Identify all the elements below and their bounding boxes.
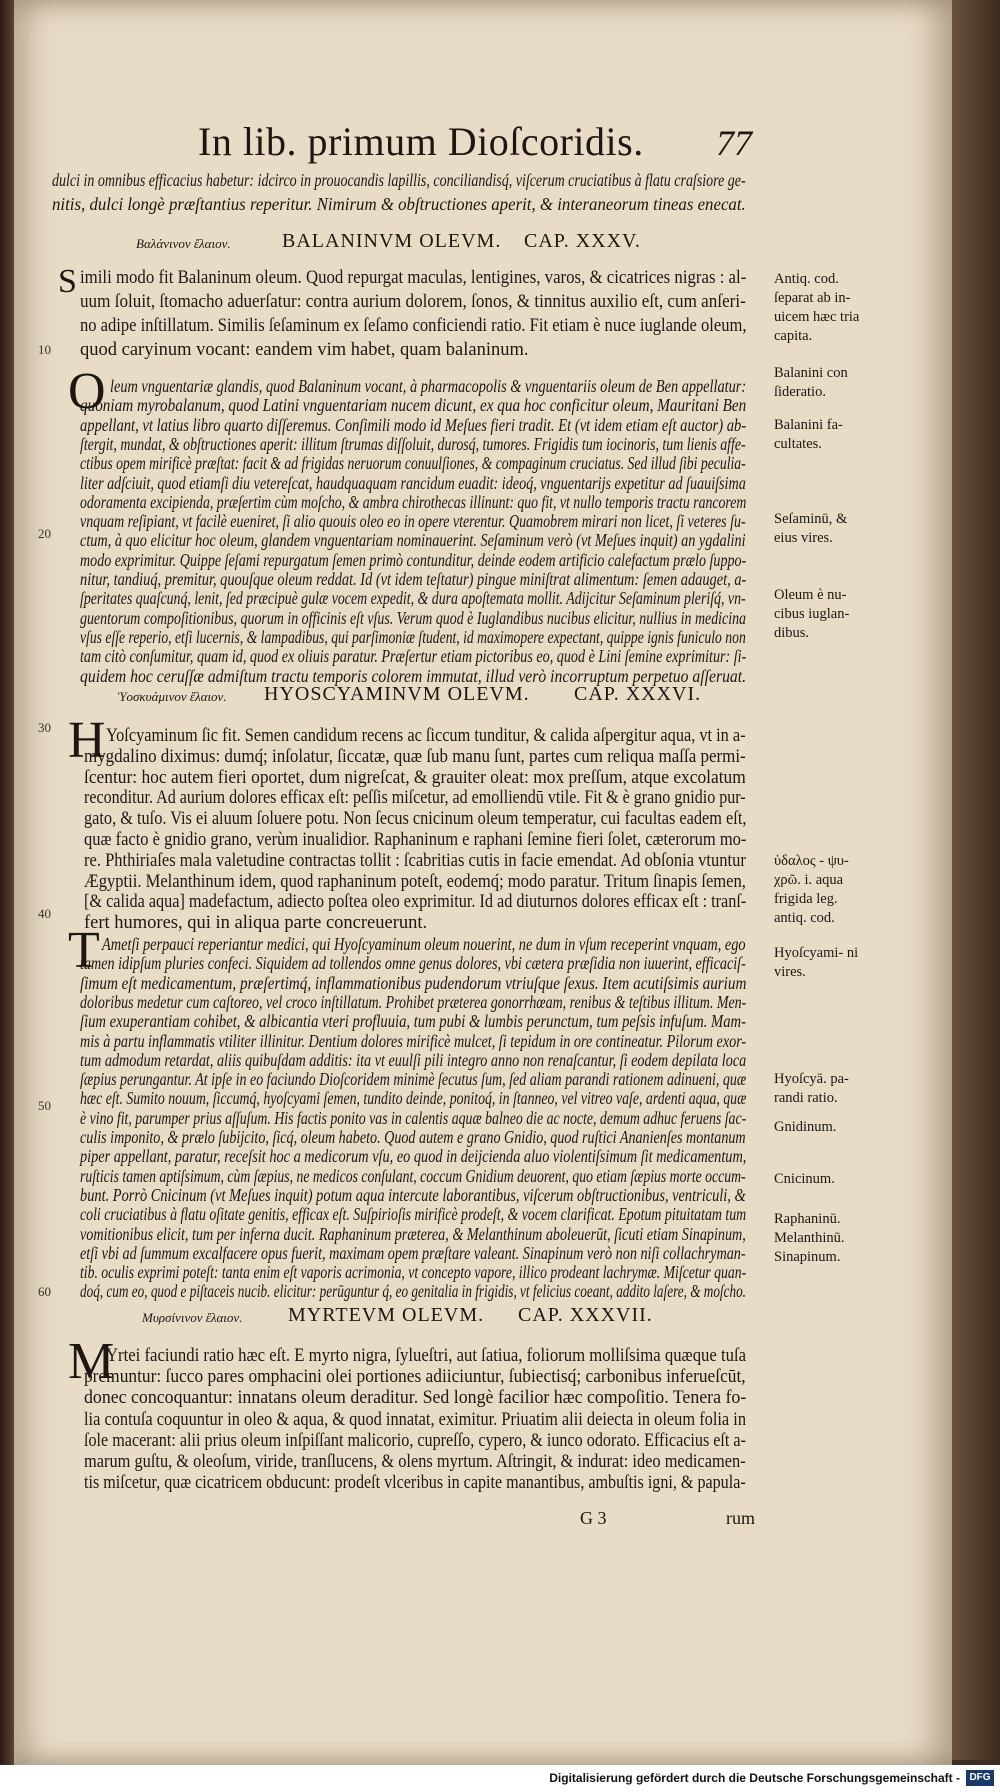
- greek-title: Βαλάνινον ἔλαιον.: [136, 236, 231, 251]
- text-line: culis imponito, & prælo ſubijcito, ſicq́, oleum habeto. Quod autem e grano Gnidio, quod ruſtici Ananienſes montanum: [80, 1127, 746, 1147]
- text-line: uum ſoluit, ſtomacho aduerſatur: contra aurium dolorem, ſonos, & tinnitus auxilio eſt, cum anſeri-: [80, 292, 746, 312]
- text-line: ſperitates quaſcunq́, lenit, ſed præcipuè gulæ vocem expedit, & dura apoſtemata mollit. Adijcitur Seſaminum pleriſq́, vn-: [80, 588, 746, 609]
- page-edge: [948, 0, 1000, 1760]
- margin-note: Hyoſcyā. pa- randi ratio.: [774, 1071, 849, 1106]
- text-line: fert humores, qui in aliqua parte concreuerunt.: [84, 913, 428, 934]
- line-number: 30: [38, 720, 51, 735]
- text-line: re. Phthiriaſes mala valetudine contractas tollit : ſcabritias cutis in facie emendat. Ad obſonia vtuntur: [84, 850, 746, 871]
- catchword: rum: [726, 1508, 755, 1528]
- text-line: donec concoquantur: innatans oleum deraditur. Sed longè facilior hæc compoſitio. Tenera fo-: [84, 1388, 747, 1409]
- chapter-number: CAP. XXXVII.: [518, 1304, 653, 1326]
- text-line: nitis, dulci longè præſtantius reperitur. Nimirum & obſtructiones aperit, & interaneorum tineas enecat.: [52, 194, 746, 214]
- text-line: gato, & tuſo. Vis ei aluum ſoluere potu. Non ſecus cnicinum oleum temperatur, cui facultas eadem eſt,: [84, 809, 747, 830]
- initial-letter: T: [68, 922, 100, 979]
- section-title: MYRTEVM OLEVM.: [288, 1304, 485, 1326]
- text-line: Ametſi perpauci reperiantur medici, qui Hyoſcyaminum oleum nouerint, ne dum in vſum receperint vnquam, ego: [102, 934, 746, 954]
- text-line: mygdalino diximus: dumq́; inſolatur, ſiccatæ, quæ ſub manu ſunt, partes cum reliqua maſſa permi-: [84, 746, 746, 767]
- text-line: ſole macerant: alii prius oleum inſpiſſant malicorio, cupreſſo, cypero, & iunco odorato. Efficacius eſt a-: [84, 1430, 746, 1451]
- book-spine: [0, 0, 14, 1792]
- text-line: ſæpius perungantur. At ipſe in eo faciundo Dioſcoridem minimè ſecutus ſum, ſed aliam parandi rationem adinueni, quæ: [80, 1069, 747, 1090]
- margin-note: Hyoſcyami- ni vires.: [774, 945, 859, 980]
- text-line: quidem hoc ceruſſæ admiſtum tractu temporis colorem immutat, illud verò incorruptum perpetuo aſſeruat.: [80, 665, 747, 686]
- text-line: bunt. Porrò Cnicinum (vt Meſues inquit) potum aqua intercute laborantibus, viſcerum obſtructionibus, ventriculi, &: [80, 1184, 746, 1205]
- margin-note: Balanini fa- cultates.: [774, 417, 843, 452]
- greek-title: Ὑοσκυάμινον ἔλαιον.: [118, 689, 227, 704]
- margin-note: Balanini con ſideratio.: [774, 365, 848, 400]
- margin-note: Antiq. cod. ſeparat ab in- uicem hæc tria capita.: [774, 271, 860, 344]
- text-line: lia contuſa coquuntur in oleo & aqua, & quod innatat, eximitur. Priuatim alii deiecta in oleum folia in: [84, 1409, 747, 1430]
- dfg-logo: DFG: [966, 1770, 994, 1786]
- text-line: Yoſcyaminum ſic fit. Semen candidum recens ac ſiccum tunditur, & calida aſpergitur aqua, vt in a-: [106, 726, 746, 746]
- text-line: vnquam reſipiant, vt facilè eueniret, ſi alio quouis oleo eo in opere vterentur. Quamobrem mirari non licet, ſi veteres ſu-: [80, 511, 746, 532]
- margin-note: Raphaninū. Melanthinū. Sinapinum.: [774, 1211, 845, 1265]
- text-line: quoniam myrobalanum, quod Latini vnguentariam nucem dicunt, ex qua hoc conficitur oleum, Mauritani Ben: [80, 395, 747, 416]
- initial-letter: O: [68, 363, 106, 420]
- text-line: premuntur: ſucco pares omphacini olei portiones adiiciuntur, ſubiectisq́; carbonibus inferueſcūt,: [84, 1367, 746, 1388]
- text-line: modo exprimitur. Quippe ſeſami repurgatum ſemen primò contunditur, deinde eodem artificio calefactum prælo ſuppo-: [80, 549, 747, 570]
- text-line: odoramenta excipienda, præſertim cùm moſcho, & ambra chirothecas illinunt: quo fit, vt nullo temporis tractu rancorem: [80, 491, 747, 512]
- text-line: piper appellant, paratur, receſsit hoc a medicorum vſu, eo quod in deijcienda aluo violentiſsimum ſit medicamentum,: [80, 1146, 747, 1167]
- text-line: vſus eſſe reperio, etſi lucernis, & lampadibus, qui parſimoniæ ſtudent, id maximopere expectant, quippe ignis funiculo non: [80, 626, 746, 647]
- margin-note: Cnicinum.: [774, 1171, 835, 1187]
- text-line: appellant, vt latius libro quarto diſſeremus. Conſimili modo id Meſues fieri tradit. Et (vt idem etiam eſt auctor) ab-: [80, 414, 747, 435]
- text-line: tum admodum retardat, aliis quibuſdam additis: ita vt euulſi pili integro anno non renaſcantur, ſi eodem depilata loca: [80, 1049, 747, 1070]
- text-line: ctibus opem mirificè præſtat: facit & ad frigidas neruorum conuulſiones, & compaginum cruciatus. Sed illud ſibi peculia-: [80, 453, 746, 474]
- footer-bar: [0, 1765, 1000, 1792]
- text-line: liter adſciuit, quod etiamſi diu vetereſcat, haudquaquam rancidum euadit: ideoq́, vnguentarijs expetitur ad ſuauiſsima: [80, 472, 746, 493]
- text-line: coli cruciatibus à flatu oſitate genitis, efficax eſt. Suſpirioſis mirificè prodeſt, & vocem clarificat. Epotum pituitatam tum: [80, 1204, 747, 1225]
- line-number: 20: [38, 526, 51, 541]
- chapter-number: CAP. XXXV.: [524, 230, 641, 252]
- text-line: tam citò conſumitur, quam id, quod ex oliuis paratur. Præſertur etiam pictoribus eo, quod è Lini ſemine exprimitur: ſi-: [80, 646, 747, 667]
- line-number: 60: [38, 1284, 51, 1299]
- initial-letter: M: [68, 1333, 115, 1390]
- text-line: tamen idipſum pluries confeci. Siquidem ad tollendos omne genus dolores, vbi cætera præſidia non iuuerint, efficaciſ-: [80, 953, 746, 974]
- text-line: ſium exuperantiam cohibet, & albicantia vteri profluuia, tum pubi & lumbis perunctum, tum peſsis infuſum. Mam-: [80, 1011, 746, 1032]
- running-title: In lib. primum Dioſcoridis.: [198, 119, 644, 164]
- margin-note: Oleum è nu- cibus iuglan- dibus.: [774, 587, 850, 641]
- text-line: è vino fit, parumper prius aſſuſum. His factis ponito vas in calentis aquæ balneo die ac nocte, demum adhuc feruens ſac-: [80, 1107, 747, 1128]
- text-line: ſimum eſt medicamentum, præſertimq́, inflammationibus pudendorum vtriuſque ſexus. Item acutiſsimis aurium: [80, 972, 747, 993]
- text-line: ſtergit, mundat, & obſtructiones aperit: illitum ſtrumas diſſoluit, durosq́, tumores. Frigidis tum iocinoris, tum lienis affe-: [80, 433, 746, 454]
- text-line: ruſticis tamen aptiſsimum, cùm ſæpius, ne medicos conſulant, coccum Gnidium deuorent, quo etiam ſæpius morte occum-: [80, 1165, 746, 1186]
- line-number: 10: [38, 342, 51, 357]
- text-line: [& calida aqua] madefactum, adiecto poſtea oleo exprimitur. Id ad diuturnos dolores efficax eſt : tranſ-: [84, 892, 747, 913]
- signature-mark: G 3: [580, 1508, 607, 1528]
- text-line: dulci in omnibus efficacius habetur: idcirco in prouocandis lapillis, conciliandisq́, viſcerum cruciatibus à flatu craſsiore ge-: [52, 170, 746, 190]
- text-line: etſi vbi ad ſummum excalfacere opus fuerit, maximam opem præſtare valeant. Sinapinum verò non niſi collachryman-: [80, 1242, 746, 1263]
- text-line: nitur, tandiuq́, premitur, quouſque oleum reddat. Id (vt idem teſtatur) pingue miniſtrat alimentum: ſemen adauget, a-: [80, 569, 747, 589]
- text-line: ſcentur: hoc autem fieri oportet, dum nigreſcat, & grauiter oleat: mox preſſum, atque excolatum: [84, 767, 746, 788]
- text-line: tib. oculis exprimi poteſt: tanta enim eſt vaporis acrimonia, vt concepto vapore, illico prodeant lachrymæ. Miſcetur quan-: [80, 1262, 747, 1283]
- initial-letter: H: [68, 712, 106, 769]
- text-line: no adipe inſtillatum. Similis ſeſaminum ex ſeſamo conficiendi ratio. Fit etiam è nuce iuglande oleum,: [80, 316, 747, 336]
- text-line: leum vnguentariæ glandis, quod Balaninum vocant, à pharmacopolis & vnguentariis oleum de Ben appellatur:: [110, 376, 747, 396]
- text-line: hæc eſt. Sumito nouum, ſiccumq́, hyoſcyami ſemen, tundito deinde, ponitoq́, in ſtanneo, vel vitreo vaſe, ardenti aqua, quæ: [80, 1088, 747, 1109]
- text-line: quæ facto è gnidio grano, verùm inualidior. Raphaninum e raphani ſemine fieri ſolet, cæterorum mo-: [84, 830, 747, 850]
- text-line: marum guſtu, & oleoſum, viride, tranſlucens, & olens myrtum. Aſtringit, & indurat: ideo medicamen-: [84, 1452, 746, 1472]
- book-page: [14, 0, 952, 1765]
- chapter-number: CAP. XXXVI.: [574, 683, 702, 705]
- line-number: 50: [38, 1098, 51, 1113]
- margin-note: ὑδαλος - ψυ- χρῶ. i. aqua frigida leg. antiq. cod.: [774, 853, 849, 926]
- margin-note: Gnidinum.: [774, 1119, 837, 1135]
- digitization-credit: Digitalisierung gefördert durch die Deutsche Forschungsgemeinschaft -: [549, 1771, 960, 1785]
- text-line: guentorum compoſitionibus, quorum in officinis eſt vſus. Verum quod è Iuglandibus nucibus elicitur, nullius in medicina: [80, 607, 747, 628]
- text-line: imili modo fit Balaninum oleum. Quod repurgat maculas, lentigines, varos, & cicatrices nigras : al-: [80, 268, 747, 288]
- text-line: tis miſcetur, quæ cicatricem obducunt: prodeſt vlceribus in capite manantibus, ambuſtis igni, & papula-: [84, 1473, 746, 1494]
- text-line: mis à partu inflammatis vtiliter illinitur. Dentium dolores mirificè mulcet, ſi tepidum in ore contineatur. Pilorum exor-: [80, 1030, 747, 1051]
- text-line: ctum, à quo elicitur hoc oleum, glandem vnguentariam nominauerint. Seſaminum verò (vt Meſues inquit) an ygdalini: [80, 530, 746, 551]
- section-title: HYOSCYAMINVM OLEVM.: [264, 683, 530, 705]
- folio-number: 77: [716, 123, 752, 163]
- text-line: vomitionibus elicit, tum per inferna ducit. Raphaninum præterea, & Melanthinum aboleuerūt, ſicuti etiam Sinapinum,: [80, 1223, 746, 1244]
- margin-note: Seſaminū, & eius vires.: [774, 511, 848, 546]
- line-number: 40: [38, 906, 51, 921]
- greek-title: Μυρσίνινον ἔλαιον.: [142, 1310, 243, 1325]
- initial-letter: S: [58, 263, 77, 300]
- text-line: quod caryinum vocant: eandem vim habet, quam balaninum.: [80, 340, 529, 360]
- section-title: BALANINVM OLEVM.: [282, 230, 502, 252]
- text-line: Ægyptii. Melanthinum idem, quod raphaninum poteſt, eodemq́; modo paratur. Tritum ſinapis ſemen,: [84, 871, 746, 892]
- text-line: reconditur. Ad aurium dolores efficax eſt: peſſis miſcetur, ad emolliendū vtile. Fit & è grano gnidio pur-: [84, 788, 746, 809]
- text-line: doloribus medetur cum caſtoreo, vel croco inſtillatum. Prohibet præterea gonorrhœam, renibus & teſtibus illitum. Men-: [80, 991, 747, 1012]
- text-line: Yrtei faciundi ratio hæc eſt. E myrto nigra, ſylueſtri, aut ſatiua, foliorum molliſsima quæque tuſa: [106, 1346, 747, 1366]
- text-line: doq́, cum eo, quod e piſtaceis nucib. elicitur: perūguntur q́, eo genitalia in frigidis, vt felicius coeant, addito laſere, & moſcho.: [80, 1281, 746, 1302]
